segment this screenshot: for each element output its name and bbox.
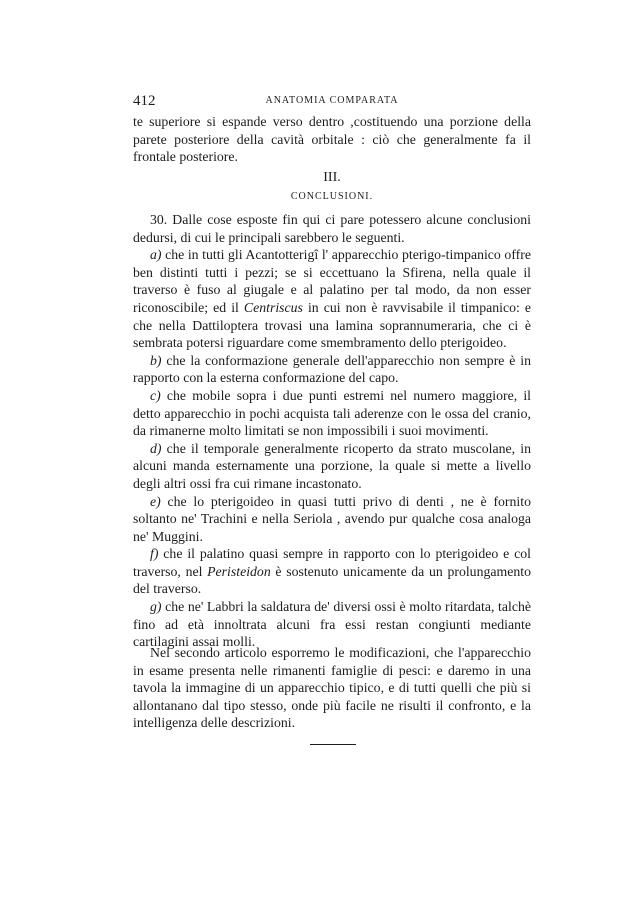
conclusion-a-label: a) xyxy=(150,247,162,263)
conclusion-a-text-2: in cui non è ravvisabile il timpanico: e che nella Dattiloptera trovasi una lamina soprannumeraria, che ci è sembrata potersi riguardare come smembramento dello pterigoideo. xyxy=(133,299,531,351)
conclusion-g-label: g) xyxy=(150,599,162,615)
conclusions-lead: 30. Dalle cose esposte fin qui ci pare potessero alcune conclusioni dedursi, di cui le principali sarebbero le seguenti. xyxy=(133,212,531,245)
intro-paragraph-block xyxy=(133,113,531,166)
conclusion-a xyxy=(133,246,531,352)
conclusion-d-text: che il temporale generalmente ricoperto da strato muscolane, in alcuni manda esternamente una porzione, la quale si mette a livello degli altri ossi fra cui rimane incastonato. xyxy=(133,440,531,491)
conclusion-f xyxy=(133,545,531,598)
conclusion-c-text: che mobile sopra i due punti estremi nel numero maggiore, il detto apparecchio in pochi acquista tali aderenze con le ossa del cranio, da rimanerne molto limitati se non impossibili i suoi movimenti. xyxy=(133,387,531,439)
conclusion-e xyxy=(133,493,531,546)
closing-paragraph-block xyxy=(133,644,531,732)
conclusion-c-label: c) xyxy=(150,387,161,403)
conclusion-g xyxy=(133,598,531,651)
conclusion-b xyxy=(133,352,531,387)
conclusion-e-label: e) xyxy=(150,493,161,509)
conclusion-b-label: b) xyxy=(150,352,162,368)
conclusion-f-text-2: è sostenuto unicamente da un prolungamento del traverso. xyxy=(133,563,531,597)
closing-paragraph: Nel secondo articolo esporremo le modificazioni, che l'apparecchio in esame presenta nelle rimanenti famiglie di pesci: e daremo in una tavola la immagine di un apparecchio tipico, e di tutti quelli che più si allontanano dal tipo stesso, onde più facile ne risulti il confronto, e la intelligenza delle descrizioni. xyxy=(133,645,531,731)
page-number: 412 xyxy=(133,93,156,109)
running-head: ANATOMIA COMPARATA xyxy=(265,95,399,106)
conclusion-e-text: che lo pterigoideo in quasi tutti privo di denti , ne è fornito soltanto ne' Trachini e nella Seriola , avendo pur qualche cosa analoga ne' Muggini. xyxy=(133,493,531,544)
conclusion-f-label: f) xyxy=(150,546,159,562)
section-title: CONCLUSIONI. xyxy=(290,191,374,202)
genus-peristeidon: Peristeidon xyxy=(207,563,271,579)
closing-rule xyxy=(310,744,356,745)
conclusion-b-text: che la conformazione generale dell'apparecchio non sempre è in rapporto con la esterna conformazione del capo. xyxy=(133,352,531,386)
page-header xyxy=(133,93,531,111)
conclusions-block xyxy=(133,211,531,651)
conclusion-d xyxy=(133,440,531,493)
conclusion-f-text-1: che il palatino quasi sempre in rapporto con lo pterigoideo e col traverso, nel xyxy=(133,546,531,579)
intro-paragraph: te superiore si espande verso dentro ,costituendo una porzione della parete posteriore della cavità orbitale : ciò che generalmente fa il frontale posteriore. xyxy=(133,114,531,165)
genus-centriscus: Centriscus xyxy=(243,299,303,315)
section-numeral: III. xyxy=(323,170,341,185)
conclusion-g-text: che ne' Labbri la saldatura de' diversi ossi è molto ritardata, talchè fino ad età innoltrata alcuni fra essi restan congiunti mediante cartilagini assai molli. xyxy=(133,599,531,650)
conclusion-c xyxy=(133,387,531,440)
conclusion-a-text-1: che in tutti gli Acantotterigî l' apparecchio pterigo-timpanico offre ben distinti tutti i pezzi; se si eccettuano la Sfirena, nella quale il traverso è fuso al giugale e al palatino per tal modo, da non esser riconoscibile; ed il xyxy=(133,247,531,315)
conclusion-d-label: d) xyxy=(150,440,162,456)
